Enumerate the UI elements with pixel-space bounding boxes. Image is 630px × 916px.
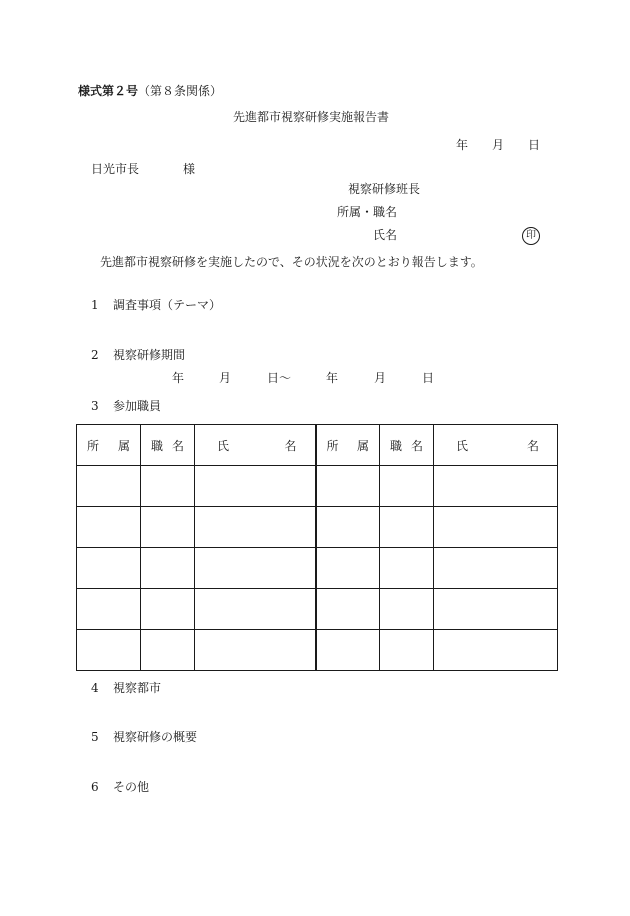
form-number-label: 様式第２号 <box>78 84 139 98</box>
table-cell <box>141 630 195 671</box>
intro-text: 先進都市視察研修を実施したので、その状況を次のとおり報告します。 <box>100 255 483 269</box>
table-cell <box>195 507 316 548</box>
header-position: 職 名 <box>141 425 195 466</box>
header-name: 氏 名 <box>195 425 316 466</box>
form-relation: （第８条関係） <box>138 84 223 98</box>
period-month-end: 月 <box>374 371 387 385</box>
table-cell <box>380 466 434 507</box>
table-cell <box>434 589 558 630</box>
table-cell <box>141 548 195 589</box>
section-3-number: 3 <box>91 399 99 413</box>
section-5-number: 5 <box>91 730 99 744</box>
table-cell <box>141 466 195 507</box>
section-4-label: 視察都市 <box>113 681 162 695</box>
period-day-end: 日 <box>422 371 435 385</box>
period-month-start: 月 <box>219 371 232 385</box>
table-cell <box>77 548 141 589</box>
table-cell <box>195 630 316 671</box>
period-day-start: 日〜 <box>267 371 292 385</box>
section-2-label: 視察研修期間 <box>113 348 186 362</box>
section-3-label: 参加職員 <box>113 399 162 413</box>
header-affiliation: 所 属 <box>77 425 141 466</box>
table-cell <box>195 548 316 589</box>
table-cell <box>316 589 380 630</box>
form-number <box>78 85 222 97</box>
period-year-end: 年 <box>326 371 339 385</box>
table-cell <box>380 507 434 548</box>
table-cell <box>316 507 380 548</box>
header-position-2: 職 名 <box>380 425 434 466</box>
table-cell <box>77 507 141 548</box>
addressee-honorific: 様 <box>183 162 196 176</box>
reporter-role: 視察研修班長 <box>348 182 421 196</box>
table-row <box>77 589 558 630</box>
table-header-row <box>77 425 558 466</box>
table-cell <box>434 548 558 589</box>
table-cell <box>141 507 195 548</box>
header-affiliation-2: 所 属 <box>316 425 380 466</box>
reporter-name-label: 氏名 <box>373 228 398 242</box>
section-2-number: 2 <box>91 348 99 362</box>
date-month: 月 <box>492 138 505 152</box>
table-cell <box>77 630 141 671</box>
table-cell <box>195 466 316 507</box>
table-cell <box>195 589 316 630</box>
reporter-affiliation-label: 所属・職名 <box>337 205 398 219</box>
table-row <box>77 507 558 548</box>
period-year-start: 年 <box>172 371 185 385</box>
table-cell <box>380 589 434 630</box>
table-cell <box>77 466 141 507</box>
section-5-label: 視察研修の概要 <box>113 730 198 744</box>
table-cell <box>380 630 434 671</box>
table-row <box>77 630 558 671</box>
seal-mark: 印 <box>522 227 540 245</box>
table-cell <box>434 630 558 671</box>
table-cell <box>316 466 380 507</box>
table-cell <box>434 507 558 548</box>
header-name-2: 氏 名 <box>434 425 558 466</box>
table-cell <box>380 548 434 589</box>
section-6-label: その他 <box>113 780 150 794</box>
date-year: 年 <box>456 138 469 152</box>
participants-table <box>76 424 558 671</box>
section-1-number: 1 <box>91 298 99 312</box>
page-title: 先進都市視察研修実施報告書 <box>233 110 390 124</box>
table-cell <box>316 630 380 671</box>
section-6-number: 6 <box>91 780 99 794</box>
table-cell <box>141 589 195 630</box>
date-day: 日 <box>528 138 541 152</box>
table-cell <box>316 548 380 589</box>
addressee-name: 日光市長 <box>91 162 140 176</box>
table-row <box>77 548 558 589</box>
table-cell <box>77 589 141 630</box>
section-4-number: 4 <box>91 681 99 695</box>
section-1-label: 調査事項（テーマ） <box>113 298 222 312</box>
table-row <box>77 466 558 507</box>
table-cell <box>434 466 558 507</box>
